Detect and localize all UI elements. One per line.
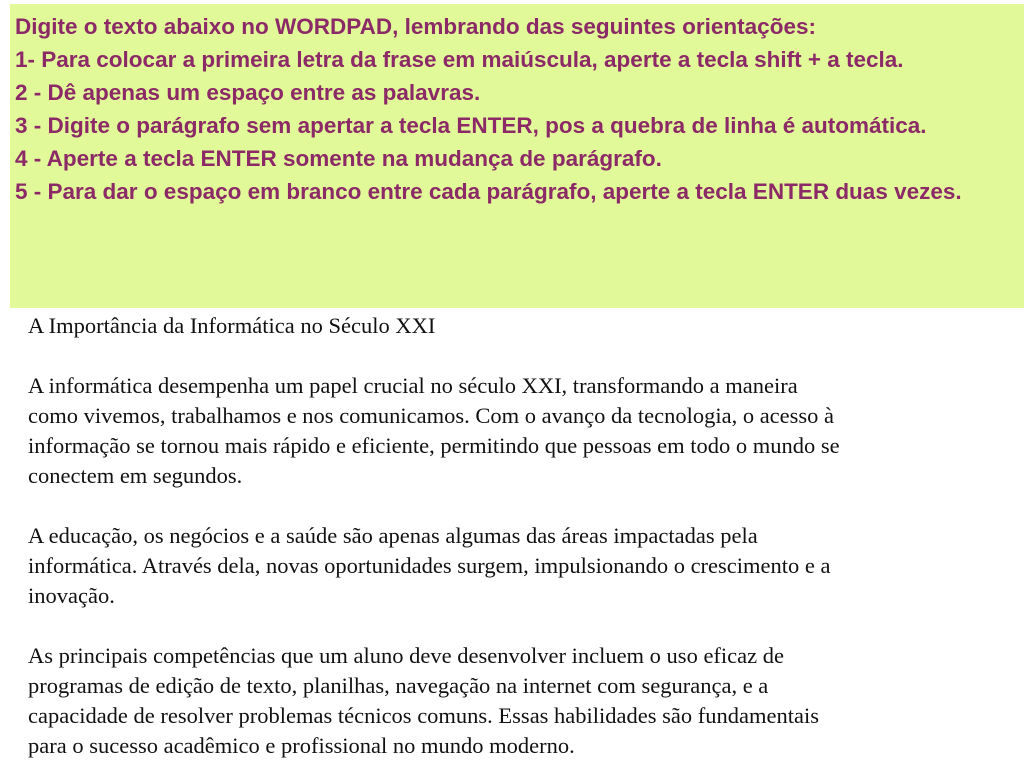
instruction-item-1: 1- Para colocar a primeira letra da frase em maiúscula, aperte a tecla shift + a tecla. (15, 47, 904, 72)
paragraph-3: As principais competências que um aluno deve desenvolver incluem o uso eficaz de programas de edição de texto, planilhas, navegação na internet com segurança, e a capacidade de resolver problemas técnicos comuns. Essas habilidades são fundamentais para o sucesso acadêmico e profissional no mundo moderno. (28, 643, 819, 758)
instructions-box (10, 4, 1024, 308)
instruction-item-2: 2 - Dê apenas um espaço entre as palavras. (15, 80, 481, 105)
instruction-item-3: 3 - Digite o parágrafo sem apertar a tecla ENTER, pos a quebra de linha é automática. (15, 113, 927, 138)
instruction-item-4: 4 - Aperte a tecla ENTER somente na mudança de parágrafo. (15, 146, 662, 171)
paragraph-2: A educação, os negócios e a saúde são apenas algumas das áreas impactadas pela informática. Através dela, novas oportunidades surgem, impulsionando o crescimento e a inovação. (28, 523, 831, 608)
instructions-heading: Digite o texto abaixo no WORDPAD, lembrando das seguintes orientações: (15, 14, 816, 39)
instruction-item-5: 5 - Para dar o espaço em branco entre cada parágrafo, aperte a tecla ENTER duas vezes. (15, 179, 962, 204)
text-title: A Importância da Informática no Século XXI (28, 313, 436, 338)
paragraph-1: A informática desempenha um papel crucial no século XXI, transformando a maneira como vivemos, trabalhamos e nos comunicamos. Com o avanço da tecnologia, o acesso à informação se tornou mais rápido e eficiente, permitindo que pessoas em todo o mundo se conectem em segundos. (28, 373, 840, 488)
practice-text (28, 311, 1018, 768)
